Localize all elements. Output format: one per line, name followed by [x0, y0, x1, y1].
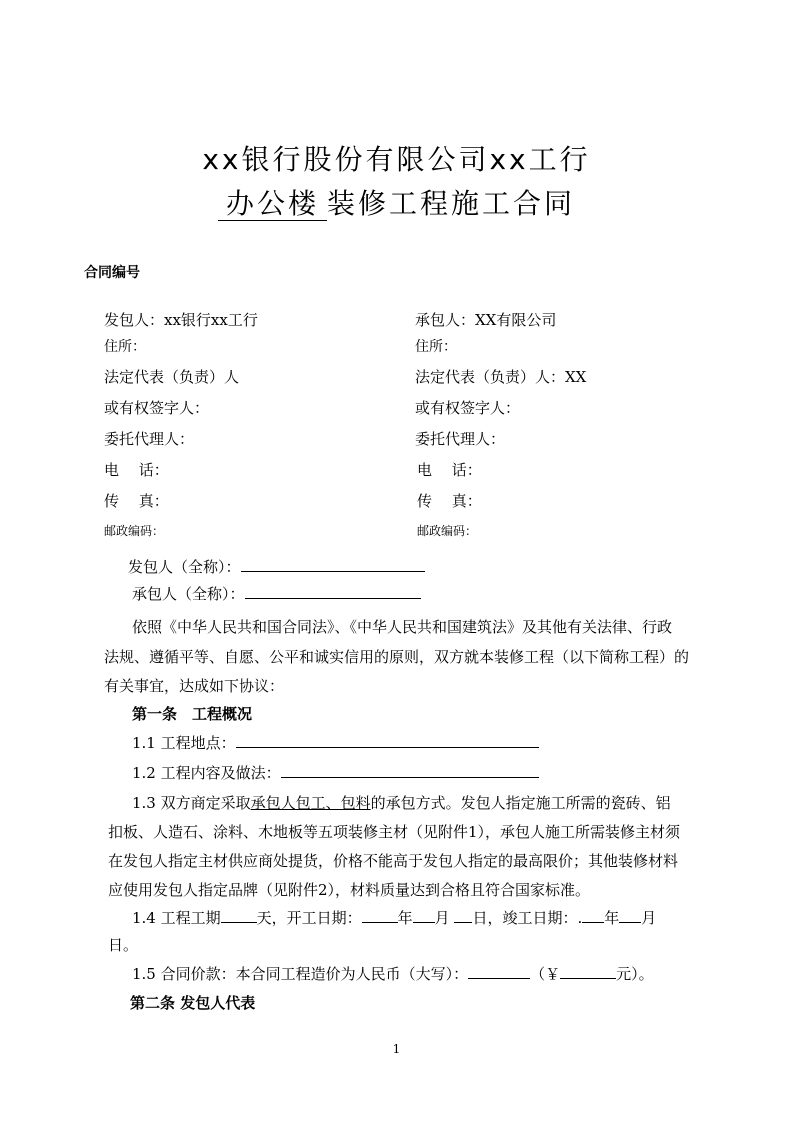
contractor-address: 住所： — [415, 339, 457, 355]
start-day-blank[interactable] — [454, 907, 472, 923]
contractor-fax: 传 真： — [417, 492, 482, 510]
title-underlined-word: 办公楼 — [218, 188, 327, 221]
end-year-blank[interactable] — [582, 907, 604, 923]
end-year-label: 年 — [604, 909, 620, 927]
start-year-label: 年 — [397, 909, 413, 927]
intro-line2: 法规、遵循平等、自愿、公平和诚实信用的原则，双方就本装修工程（以下简称工程）的 — [104, 648, 690, 666]
contractor-fullname-blank[interactable] — [245, 583, 421, 599]
item-1-3-line1 — [132, 792, 671, 813]
start-year-blank[interactable] — [362, 907, 398, 923]
item-1-1-label: 1.1 工程地点： — [132, 734, 236, 752]
article2-heading: 第二条 发包人代表 — [130, 994, 256, 1012]
title-rest: 装修工程施工合同 — [327, 187, 576, 220]
item-1-5-yuan-open: （￥ — [530, 965, 561, 983]
item-1-4 — [132, 907, 656, 928]
start-month-label: 月 — [434, 909, 450, 927]
contractor-fullname-row — [132, 583, 421, 604]
page-number: 1 — [392, 1042, 401, 1056]
end-month-blank[interactable] — [619, 907, 641, 923]
end-dot: . — [577, 909, 583, 927]
start-month-blank[interactable] — [413, 907, 435, 923]
end-month-label: 月 — [641, 909, 657, 927]
employer-phone: 电 话： — [104, 461, 169, 479]
article1-heading: 第一条 工程概况 — [132, 705, 253, 723]
item-1-4-end: 日，竣工日期： — [472, 909, 578, 927]
item-1-4-start: 天，开工日期： — [256, 909, 362, 927]
item-1-2-label: 1.2 工程内容及做法： — [132, 764, 281, 782]
item-1-4-day-end: 日。 — [108, 936, 139, 954]
price-number-blank[interactable] — [560, 963, 616, 979]
price-words-blank[interactable] — [468, 963, 530, 979]
work-content-blank[interactable] — [281, 762, 539, 778]
contractor-party: 承包人：XX有限公司 — [415, 311, 557, 329]
item-1-1 — [132, 732, 539, 753]
item-1-3-line4: 应使用发包人指定品牌（见附件2），材料质量达到合格且符合国家标准。 — [108, 881, 591, 899]
contract-title-line1: xx银行股份有限公司xx工行 — [202, 143, 591, 176]
contract-number-label: 合同编号 — [84, 265, 140, 281]
employer-agent: 委托代理人： — [104, 430, 195, 448]
item-1-4-label: 1.4 工程工期 — [132, 909, 221, 927]
intro-line3: 有关事宜，达成如下协议： — [104, 677, 285, 695]
employer-fullname-label: 发包人（全称）： — [128, 558, 241, 576]
item-1-5-yuan-close: 元）。 — [616, 965, 654, 983]
duration-days-blank[interactable] — [221, 907, 257, 923]
employer-fullname-row — [128, 556, 425, 577]
employer-legal-rep: 法定代表（负责）人 — [104, 368, 240, 386]
contractor-fullname-label: 承包人（全称）： — [132, 585, 245, 603]
item-1-3-underlined: 承包人包工、包料 — [250, 794, 371, 812]
site-location-blank[interactable] — [236, 732, 539, 748]
contractor-signer: 或有权签字人： — [415, 399, 521, 417]
item-1-3-line3: 在发包人指定主材供应商处提货，价格不能高于发包人指定的最高限价；其他装修材料 — [108, 852, 679, 870]
employer-address: 住所： — [104, 339, 146, 355]
item-1-5-label: 1.5 合同价款：本合同工程造价为人民币（大写）： — [132, 965, 469, 983]
contractor-agent: 委托代理人： — [415, 430, 506, 448]
item-1-3-line2: 扣板、人造石、涂料、木地板等五项装修主材（见附件1），承包人施工所需装修主材须 — [108, 823, 681, 841]
employer-fax: 传 真： — [104, 492, 169, 510]
item-1-5 — [132, 963, 654, 984]
employer-fullname-blank[interactable] — [241, 556, 425, 572]
contractor-phone: 电 话： — [417, 461, 482, 479]
employer-party: 发包人：xx银行xx工行 — [104, 311, 258, 329]
item-1-2 — [132, 762, 539, 783]
contractor-legal-rep: 法定代表（负责）人：XX — [415, 368, 587, 386]
item-1-3-prefix: 1.3 双方商定采取 — [132, 794, 251, 812]
contract-title-line2 — [0, 182, 793, 222]
item-1-3-suffix: 的承包方式。发包人指定施工所需的瓷砖、铝 — [370, 794, 671, 812]
contractor-postcode: 邮政编码： — [417, 524, 478, 538]
employer-postcode: 邮政编码： — [104, 524, 165, 538]
intro-line1: 依照《中华人民共和国合同法》、《中华人民共和国建筑法》及其他有关法律、行政 — [132, 618, 673, 636]
employer-signer: 或有权签字人： — [104, 399, 210, 417]
